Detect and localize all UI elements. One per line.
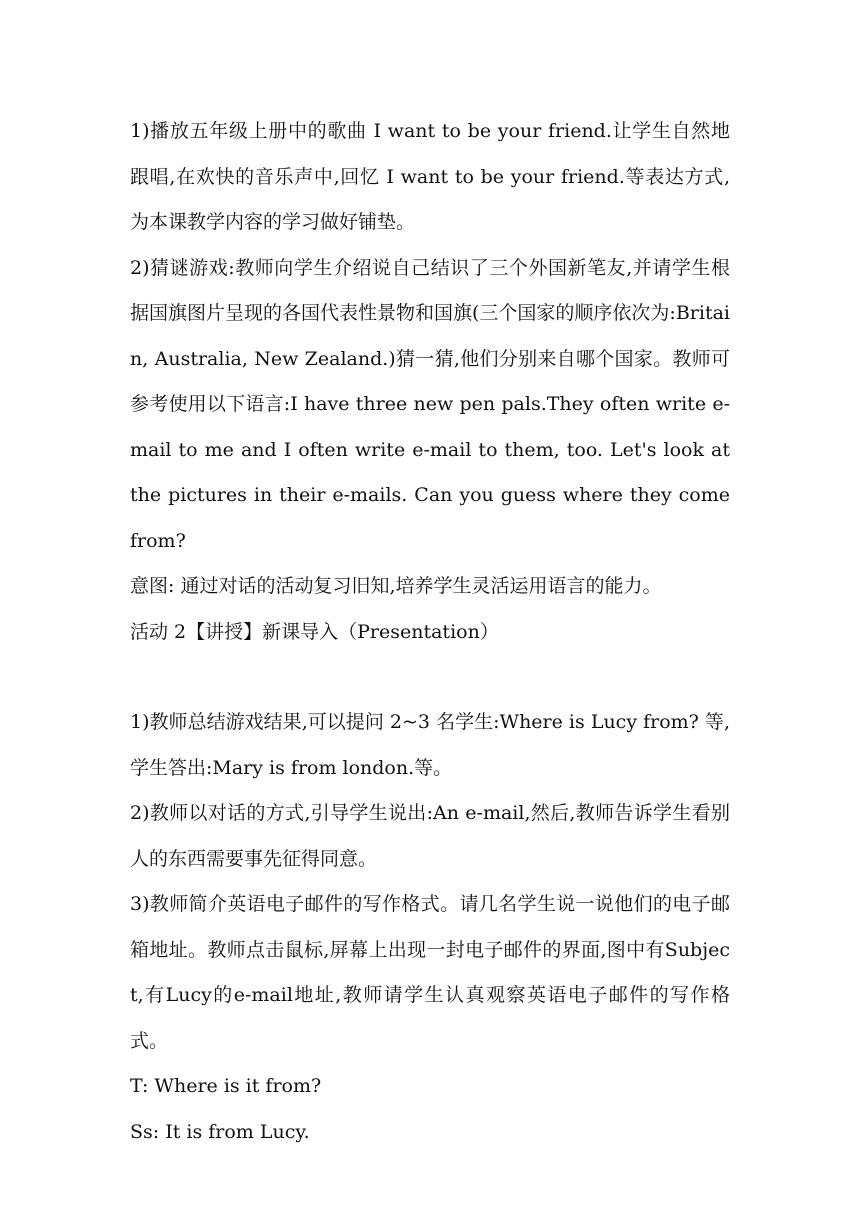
- dialogue-teacher-line: T: Where is it from?: [130, 1075, 322, 1097]
- paragraph-email-format: 3)教师简介英语电子邮件的写作格式。请几名学生说一说他们的电子邮箱地址。教师点击鼠标,屏幕上出现一封电子邮件的界面,图中有Subject,有Lucy的e-mail地址,教师请学生认真观察英语电子邮件的写作格式。: [130, 893, 730, 1052]
- paragraph-song: 1)播放五年级上册中的歌曲 I want to be your friend.让学生自然地跟唱,在欢快的音乐声中,回忆 I want to be your friend.等表达方式,为本课教学内容的学习做好铺垫。: [130, 120, 730, 233]
- activity-heading: 活动 2【讲授】新课导入（Presentation）: [130, 620, 499, 643]
- blank-line: [130, 655, 730, 700]
- paragraph-guessing-game: 2)猜谜游戏:教师向学生介绍说自己结识了三个外国新笔友,并请学生根据国旗图片呈现的各国代表性景物和国旗(三个国家的顺序依次为:Britain, Australia, New Zealand.)猜一猜,他们分别来自哪个国家。教师可参考使用以下语言:I have three new pen pals.They often write e-mail to me and I often write e-mail to them, too. Let's look at the pictures in their e-mails. Can you guess where they come from?: [130, 256, 730, 552]
- dialogue-students-line: Ss: It is from Lucy.: [130, 1120, 310, 1143]
- document-body: [130, 109, 730, 1155]
- paragraph-summary: 1)教师总结游戏结果,可以提问 2~3 名学生:Where is Lucy from? 等,学生答出:Mary is from london.等。: [130, 711, 730, 779]
- paragraph-intent: 意图: 通过对话的活动复习旧知,培养学生灵活运用语言的能力。: [130, 575, 662, 597]
- paragraph-dialogue: 2)教师以对话的方式,引导学生说出:An e-mail,然后,教师告诉学生看别人的东西需要事先征得同意。: [130, 802, 730, 870]
